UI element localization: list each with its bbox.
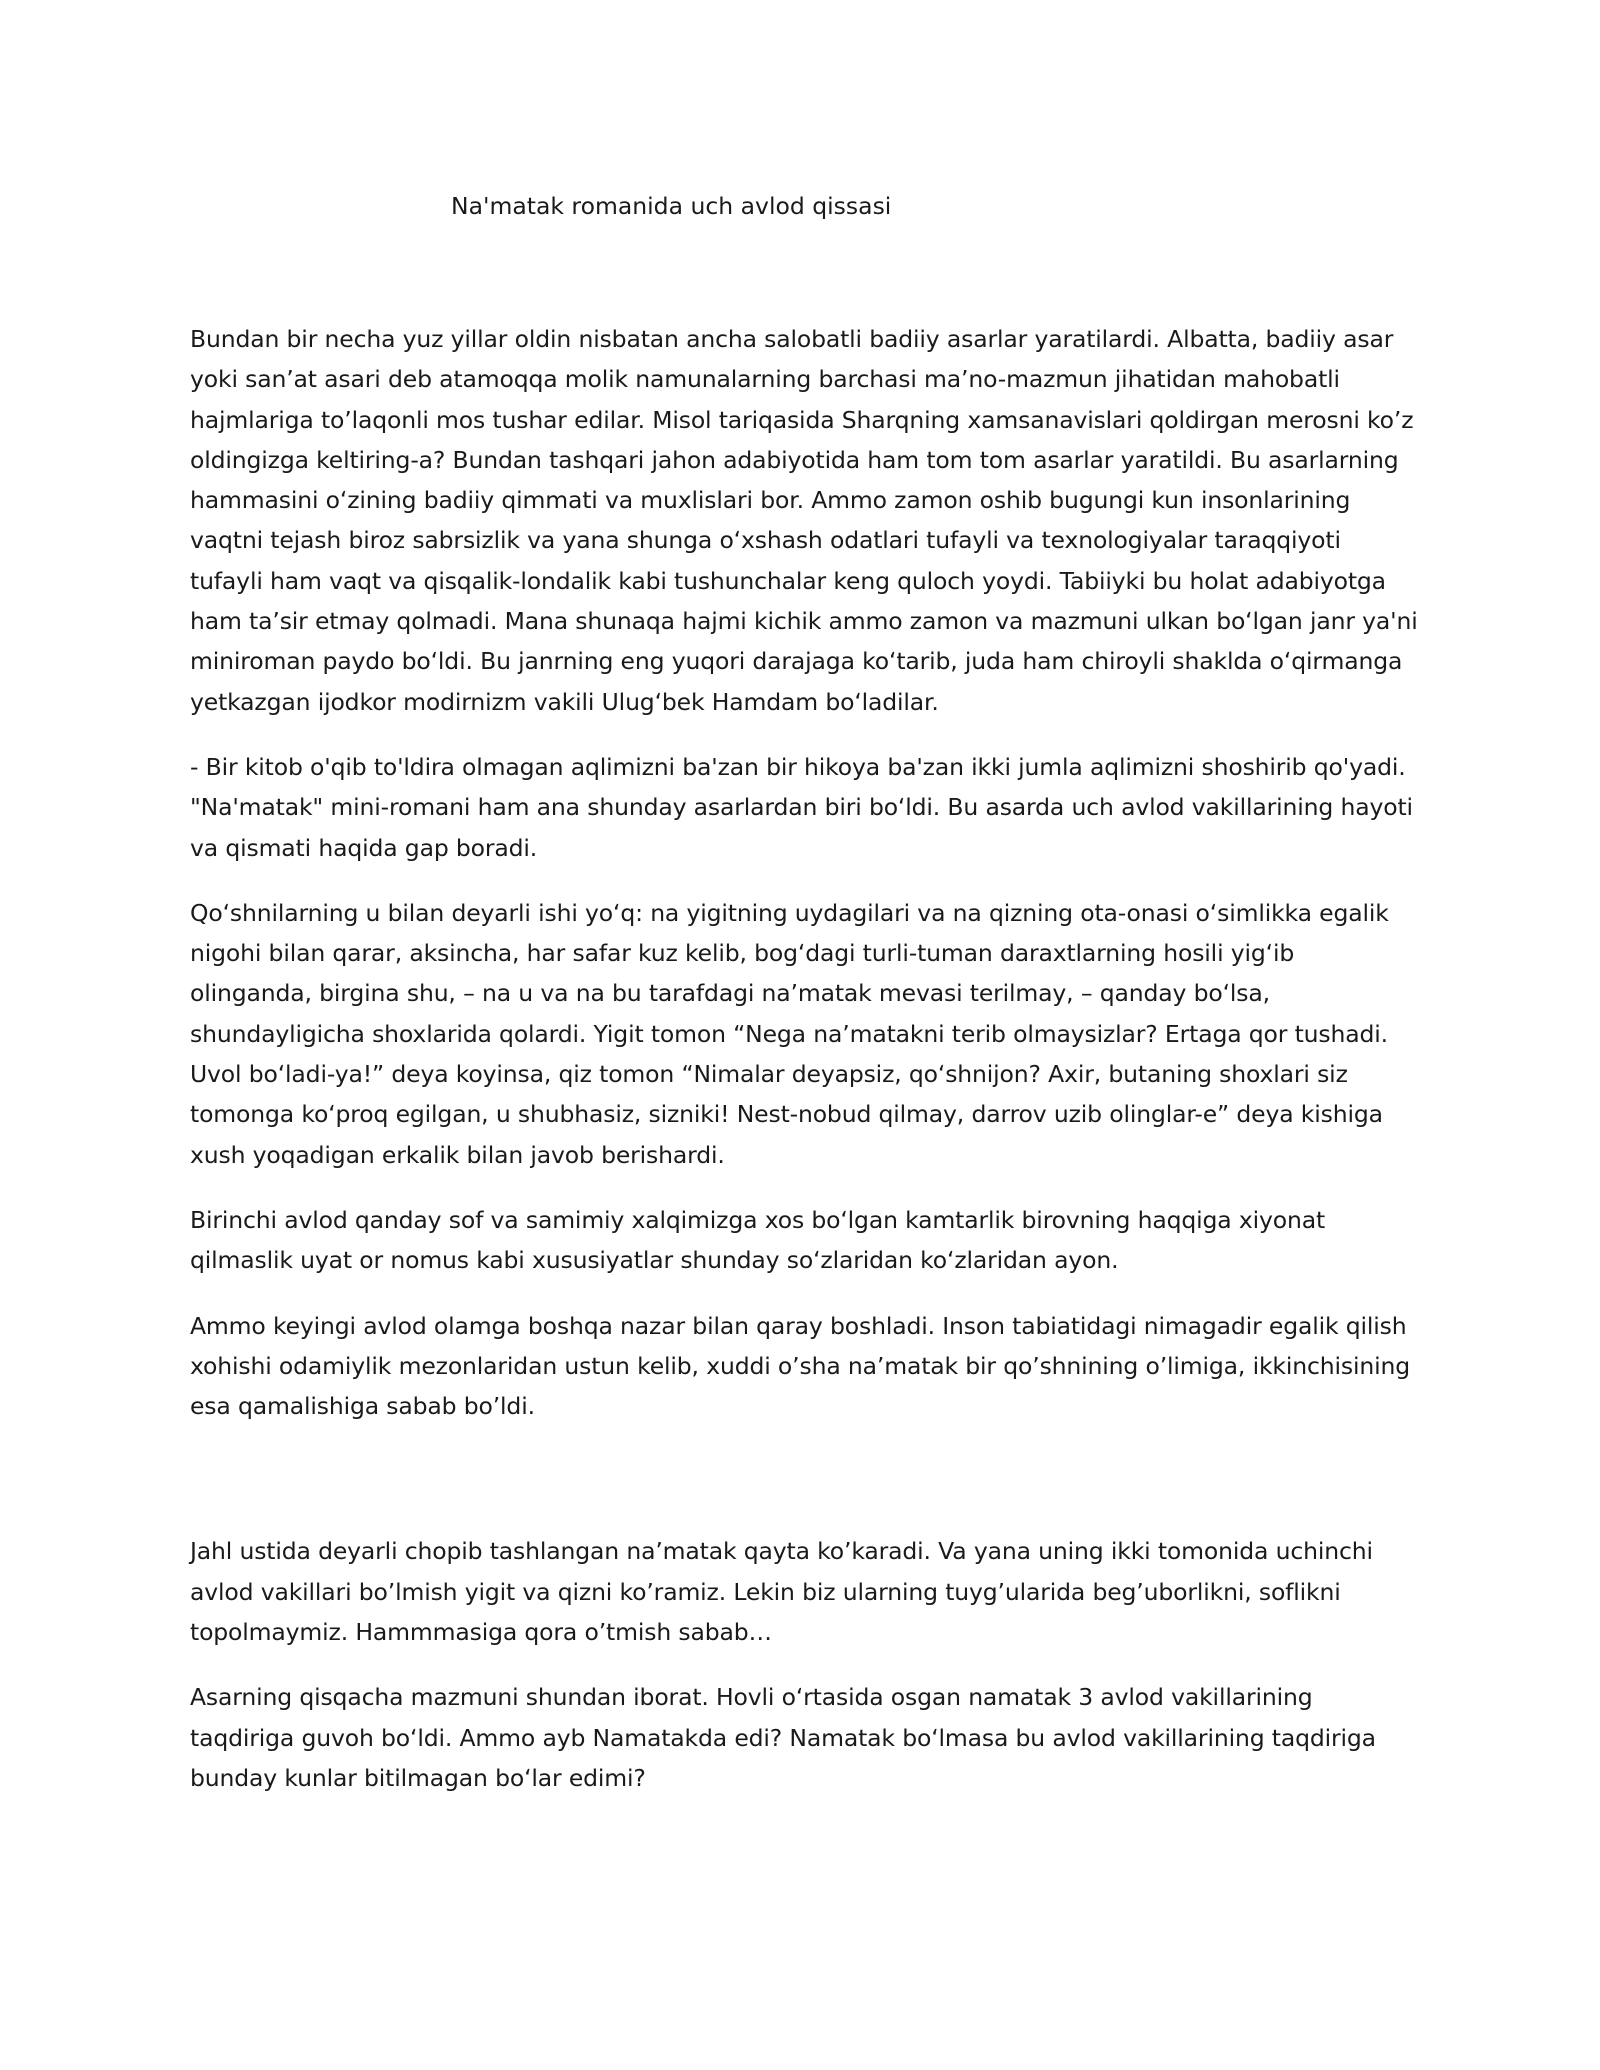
paragraph-intro: Bundan bir necha yuz yillar oldin nisbatan ancha salobatli badiiy asarlar yaratilardi. Albatta, badiiy asar yoki san’at asari deb atamoqqa molik namunalarning barchasi ma’no-mazmun jihatidan mahobatli hajmlariga to’laqonli mos tushar edilar. Misol tariqasida Sharqning xamsanavislari qoldirgan merosni ko’z oldingizga keltiring-a? Bundan tashqari jahon adabiyotida ham tom tom asarlar yaratildi. Bu asarlarning hammasini oʻzining badiiy qimmati va muxlislari bor. Ammo zamon oshib bugungi kun insonlarining vaqtni tejash biroz sabrsizlik va yana shunga oʻxshash odatlari tufayli va texnologiyalar taraqqiyoti tufayli ham vaqt va qisqalik-londalik kabi tushunchalar keng quloch yoydi. Tabiiyki bu holat adabiyotga ham ta’sir etmay qolmadi. Mana shunaqa hajmi kichik ammo zamon va mazmuni ulkan boʻlgan janr ya'ni miniroman paydo boʻldi. Bu janrning eng yuqori darajaga koʻtarib, juda ham chiroyli shaklda oʻqirmanga yetkazgan ijodkor modirnizm vakili Ulugʻbek Hamdam boʻladilar. <box>190 325 1418 716</box>
document-title: Na'matak romanida uch avlod qissasi <box>451 192 892 220</box>
paragraph-neighbours: Qoʻshnilarning u bilan deyarli ishi yoʻq: na yigitning uydagilari va na qizning ota-onasi oʻsimlikka egalik nigohi bilan qarar, aksincha, har safar kuz kelib, bogʻdagi turli-tuman daraxtlarning hosili yigʻib olinganda, birgina shu, – na u va na bu tarafdagi na’matak mevasi terilmay, – qanday boʻlsa, shundayligicha shoxlarida qolardi. Yigit tomon “Nega na’matakni terib olmaysizlar? Ertaga qor tushadi. Uvol boʻladi-ya!” deya koyinsa, qiz tomon “Nimalar deyapsiz, qoʻshnijon? Axir, butaning shoxlari siz tomonga koʻproq egilgan, u shubhasiz, sizniki! Nest-nobud qilmay, darrov uzib olinglar-e” deya kishiga xush yoqadigan erkalik bilan javob berishardi. <box>190 898 1389 1169</box>
paragraph-summary: Asarning qisqacha mazmuni shundan iborat. Hovli oʻrtasida osgan namatak 3 avlod vakillarining taqdiriga guvoh boʻldi. Ammo ayb Namatakda edi? Namatak boʻlmasa bu avlod vakillarining taqdiriga bunday kunlar bitilmagan boʻlar edimi? <box>190 1683 1376 1792</box>
paragraph-second-generation: Ammo keyingi avlod olamga boshqa nazar bilan qaray boshladi. Inson tabiatidagi nimagadir egalik qilish xohishi odamiylik mezonlaridan ustun kelib, xuddi o’sha na’matak bir qo’shnining o’limiga, ikkinchisining esa qamalishiga sabab bo’ldi. <box>190 1311 1410 1421</box>
paragraph-first-generation: Birinchi avlod qanday sof va samimiy xalqimizga xos boʻlgan kamtarlik birovning haqqiga xiyonat qilmaslik uyat or nomus kabi xususiyatlar shunday soʻzlaridan koʻzlaridan ayon. <box>190 1205 1326 1275</box>
document-body <box>190 319 1420 1823</box>
paragraph-mini-roman: - Bir kitob o'qib to'ldira olmagan aqlimizni ba'zan bir hikoya ba'zan ikki jumla aqlimizni shoshirib qo'yadi. "Na'matak" mini-romani ham ana shunday asarlardan biri boʻldi. Bu asarda uch avlod vakillarining hayoti va qismati haqida gap boradi. <box>190 752 1413 862</box>
paragraph-third-generation: Jahl ustida deyarli chopib tashlangan na’matak qayta ko’karadi. Va yana uning ikki tomonida uchinchi avlod vakillari bo’lmish yigit va qizni ko’ramiz. Lekin biz ularning tuyg’ularida beg’uborlikni, soflikni topolmaymiz. Hammmasiga qora o’tmish sabab… <box>190 1537 1373 1647</box>
